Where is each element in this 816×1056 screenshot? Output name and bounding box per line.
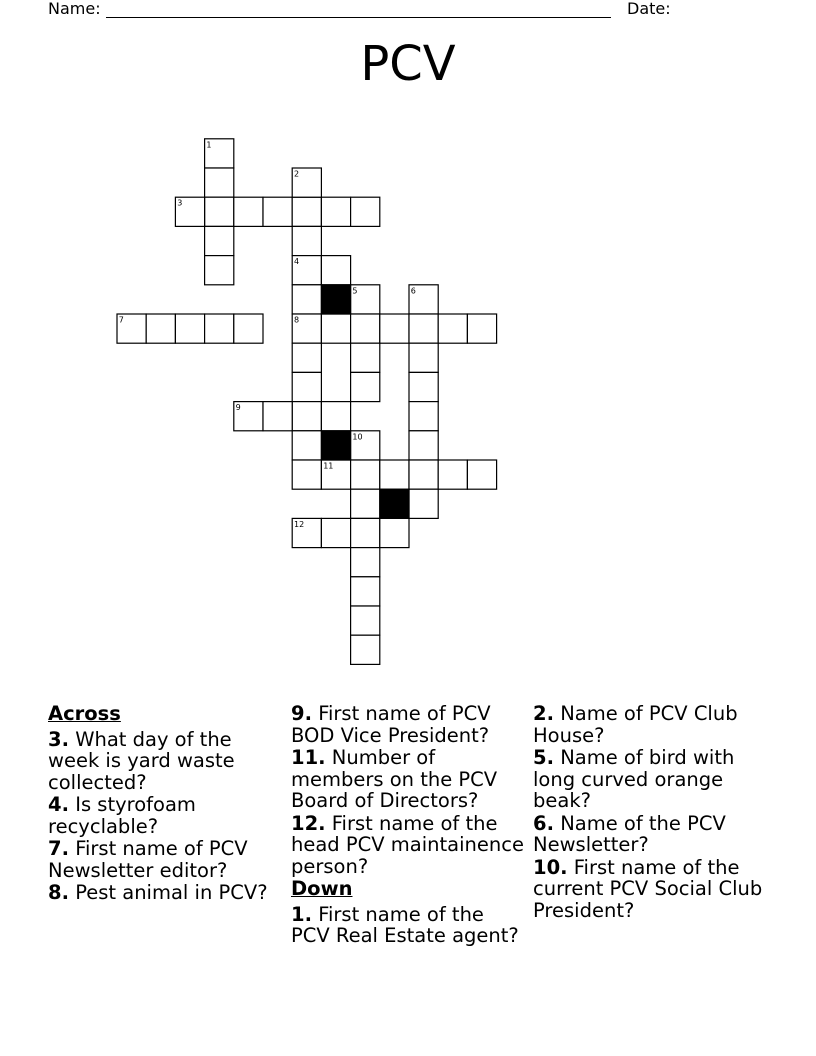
grid-cell[interactable] xyxy=(409,285,438,314)
clue-across-3: 3. What day of the week is yard waste collected? xyxy=(48,727,235,794)
date-field xyxy=(627,0,671,18)
clues-column-2 xyxy=(291,703,526,948)
grid-cell[interactable] xyxy=(292,285,321,314)
grid-cell[interactable] xyxy=(467,314,496,343)
clue-number: 9 xyxy=(235,403,241,413)
grid-cell[interactable] xyxy=(292,518,321,547)
grid-cell[interactable] xyxy=(205,256,234,285)
page-title: PCV xyxy=(360,36,456,92)
black-cell xyxy=(380,489,409,518)
clue-down-1: 1. First name of the PCV Real Estate agent? xyxy=(291,902,519,947)
grid-cell[interactable] xyxy=(292,460,321,489)
grid-cell[interactable] xyxy=(292,431,321,460)
clue-across-7: 7. First name of PCV Newsletter editor? xyxy=(48,837,248,882)
grid-cell[interactable] xyxy=(351,372,380,401)
grid-cell[interactable] xyxy=(234,197,263,226)
grid-cell[interactable] xyxy=(380,314,409,343)
grid-cell[interactable] xyxy=(380,518,409,547)
grid-cell[interactable] xyxy=(205,168,234,197)
clue-across-8: 8. Pest animal in PCV? xyxy=(48,881,268,904)
grid-cell[interactable] xyxy=(351,635,380,664)
name-field xyxy=(48,0,611,18)
clue-across-4: 4. Is styrofoam recyclable? xyxy=(48,793,196,838)
clue-number: 6 xyxy=(410,286,416,296)
clues-column-1 xyxy=(48,703,283,905)
clue-down-10: 10. First name of the current PCV Social Club President? xyxy=(533,855,763,922)
grid-cell[interactable] xyxy=(351,518,380,547)
grid-cell[interactable] xyxy=(321,197,350,226)
name-label: Name: xyxy=(48,0,101,18)
grid-cell[interactable] xyxy=(438,460,467,489)
clue-number: 11 xyxy=(323,461,334,471)
clue-number: 3 xyxy=(177,198,183,208)
across-heading: Across xyxy=(48,702,121,725)
grid-cell[interactable] xyxy=(409,489,438,518)
clue-number: 4 xyxy=(294,257,300,267)
clue-number: 5 xyxy=(352,286,358,296)
grid-cell[interactable] xyxy=(380,460,409,489)
clue-number: 12 xyxy=(294,519,305,529)
grid-cell[interactable] xyxy=(351,489,380,518)
grid-cell[interactable] xyxy=(467,460,496,489)
grid-cell[interactable] xyxy=(175,197,204,226)
clue-across-9: 9. First name of PCV BOD Vice President? xyxy=(291,702,491,747)
grid-cell[interactable] xyxy=(321,460,350,489)
grid-cell[interactable] xyxy=(292,372,321,401)
black-cell xyxy=(321,285,350,314)
down-heading: Down xyxy=(291,877,353,900)
grid-cell[interactable] xyxy=(351,548,380,577)
grid-cell[interactable] xyxy=(292,256,321,285)
clue-down-6: 6. Name of the PCV Newsletter? xyxy=(533,811,726,856)
grid-cell[interactable] xyxy=(409,460,438,489)
clues-column-3 xyxy=(533,703,773,922)
grid-cell[interactable] xyxy=(409,372,438,401)
clue-across-12: 12. First name of the head PCV maintainence person? xyxy=(291,811,524,878)
name-line[interactable] xyxy=(106,3,611,18)
date-label: Date: xyxy=(627,0,671,18)
grid-cell[interactable] xyxy=(351,606,380,635)
clue-number: 1 xyxy=(206,140,212,150)
clue-across-11: 11. Number of members on the PCV Board of Directors? xyxy=(291,746,498,812)
grid-cell[interactable] xyxy=(351,431,380,460)
grid-cell[interactable] xyxy=(351,460,380,489)
grid-cell[interactable] xyxy=(292,402,321,431)
grid-cell[interactable] xyxy=(321,518,350,547)
grid-cell[interactable] xyxy=(234,314,263,343)
grid-cell[interactable] xyxy=(205,139,234,168)
grid-cell[interactable] xyxy=(321,402,350,431)
grid-cell[interactable] xyxy=(117,314,146,343)
black-cell xyxy=(321,431,350,460)
grid-cell[interactable] xyxy=(292,168,321,197)
grid-cell[interactable] xyxy=(205,226,234,255)
grid-cell[interactable] xyxy=(292,197,321,226)
grid-cell[interactable] xyxy=(351,197,380,226)
grid-cell[interactable] xyxy=(351,314,380,343)
grid-cell[interactable] xyxy=(205,197,234,226)
grid-cell[interactable] xyxy=(351,343,380,372)
grid-cell[interactable] xyxy=(146,314,175,343)
clue-number: 10 xyxy=(352,432,363,442)
grid-cell[interactable] xyxy=(292,314,321,343)
clue-number: 2 xyxy=(294,169,300,179)
grid-cell[interactable] xyxy=(321,314,350,343)
clue-number: 7 xyxy=(118,315,124,325)
grid-cell[interactable] xyxy=(175,314,204,343)
grid-cell[interactable] xyxy=(351,577,380,606)
grid-cell[interactable] xyxy=(234,402,263,431)
grid-cell[interactable] xyxy=(409,431,438,460)
grid-cell[interactable] xyxy=(351,285,380,314)
grid-cell[interactable] xyxy=(321,256,350,285)
grid-cell[interactable] xyxy=(409,402,438,431)
grid-cell[interactable] xyxy=(263,197,292,226)
grid-cell[interactable] xyxy=(205,314,234,343)
grid-cell[interactable] xyxy=(409,314,438,343)
clue-number: 8 xyxy=(294,315,300,325)
grid-cell[interactable] xyxy=(263,402,292,431)
grid-cell[interactable] xyxy=(409,343,438,372)
grid-cell[interactable] xyxy=(438,314,467,343)
clue-down-5: 5. Name of bird with long curved orange beak? xyxy=(533,746,735,812)
grid-cell[interactable] xyxy=(292,343,321,372)
clue-down-2: 2. Name of PCV Club House? xyxy=(533,702,738,747)
grid-cell[interactable] xyxy=(292,226,321,255)
